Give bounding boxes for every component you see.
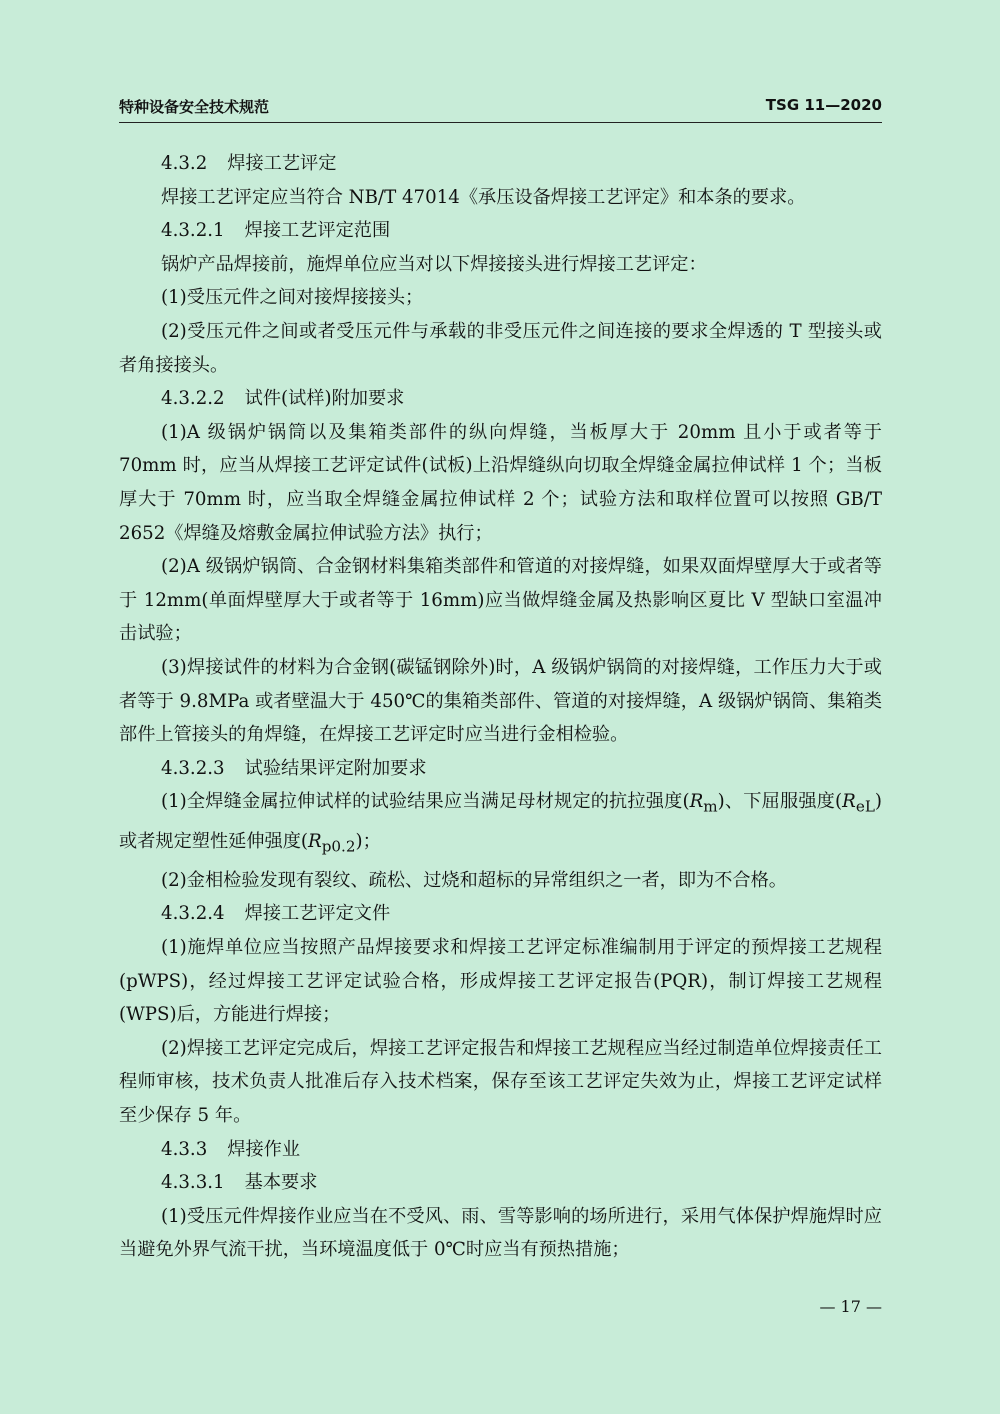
symbol-rp: R [307, 830, 322, 852]
list-item: (2)受压元件之间或者受压元件与承载的非受压元件之间连接的要求全焊透的 T 型接头或者角接接头。 [119, 320, 882, 376]
list-item: (1)受压元件之间对接焊接接头； [161, 287, 424, 309]
section-title: 焊接工艺评定范围 [244, 220, 391, 242]
section-heading [119, 897, 882, 931]
list-item: (2)焊接工艺评定完成后，焊接工艺评定报告和焊接工艺规程应当经过制造单位焊接责任工程师审核，技术负责人批准后存入技术档案，保存至该工艺评定失效为止，焊接工艺评定试样至少保存 5 年。 [119, 1037, 882, 1126]
page-header [119, 94, 882, 123]
subscript: p0.2 [321, 837, 356, 856]
section-number: 4.3.2.2 [161, 388, 225, 410]
symbol-rel: R [842, 791, 856, 813]
page-number: — 17 — [819, 1297, 882, 1316]
section-title: 试件(试样)附加要求 [244, 388, 405, 410]
section-title: 焊接工艺评定文件 [244, 903, 391, 925]
document-body [119, 147, 882, 1267]
text-run: )； [355, 830, 381, 852]
list-item: (1)施焊单位应当按照产品焊接要求和焊接工艺评定标准编制用于评定的预焊接工艺规程(pWPS)，经过焊接工艺评定试验合格，形成焊接工艺评定报告(PQR)，制订焊接工艺规程(WPS)后，方能进行焊接； [119, 936, 882, 1026]
symbol-rm: R [689, 791, 704, 813]
paragraph: 锅炉产品焊接前，施焊单位应当对以下焊接接头进行焊接工艺评定： [161, 253, 707, 275]
list-item: (2)金相检验发现有裂纹、疏松、过烧和超标的异常组织之一者，即为不合格。 [161, 869, 787, 891]
section-number: 4.3.2.3 [161, 757, 225, 779]
paragraph: 焊接工艺评定应当符合 NB/T 47014《承压设备焊接工艺评定》和本条的要求。 [161, 186, 806, 208]
list-item: (1)A 级锅炉锅筒以及集箱类部件的纵向焊缝，当板厚大于 20mm 且小于或者等于 70mm 时，应当从焊接工艺评定试件(试板)上沿焊缝纵向切取全焊缝金属拉伸试样 1 个；当板厚大于 70mm 时，应当取全焊缝金属拉伸试样 2 个；试验方法和取样位置可以按照 GB/T 2652《焊缝及熔敷金属拉伸试验方法》执行； [119, 421, 882, 544]
section-heading [119, 382, 882, 416]
list-item: (2)A 级锅炉锅筒、合金钢材料集箱类部件和管道的对接焊缝，如果双面焊壁厚大于或者等于 12mm(单面焊壁厚大于或者等于 16mm)应当做焊缝金属及热影响区夏比 V 型缺口室温冲击试验； [119, 556, 882, 645]
list-item: (1)受压元件焊接作业应当在不受风、雨、雪等影响的场所进行，采用气体保护焊施焊时应当避免外界气流干扰，当环境温度低于 0℃时应当有预热措施； [119, 1205, 882, 1261]
section-heading [119, 214, 882, 248]
section-title: 焊接工艺评定 [227, 153, 337, 174]
section-title: 焊接作业 [227, 1138, 301, 1160]
list-item [119, 785, 882, 863]
section-title: 试验结果评定附加要求 [244, 757, 427, 779]
text-run: )或者规定塑性延伸强度( [119, 791, 882, 852]
text-run: (1)全焊缝金属拉伸试样的试验结果应当满足母材规定的抗拉强度( [161, 791, 690, 813]
header-code: TSG 11—2020 [765, 96, 882, 114]
section-number: 4.3.3.1 [161, 1172, 225, 1194]
subscript: m [703, 797, 718, 816]
section-heading [119, 1133, 882, 1167]
header-title: 特种设备安全技术规范 [119, 98, 270, 116]
section-heading [119, 1166, 882, 1200]
section-number: 4.3.2.1 [161, 220, 225, 242]
section-heading [119, 752, 882, 786]
section-title: 基本要求 [244, 1172, 318, 1194]
text-run: )、下屈服强度( [717, 791, 843, 813]
list-item: (3)焊接试件的材料为合金钢(碳锰钢除外)时，A 级锅炉锅筒的对接焊缝，工作压力大于或者等于 9.8MPa 或者壁温大于 450℃的集箱类部件、管道的对接焊缝，A 级锅炉锅筒、集箱类部件上管接头的角焊缝，在焊接工艺评定时应当进行金相检验。 [119, 656, 882, 746]
subscript: eL [855, 797, 875, 816]
section-number: 4.3.3 [161, 1138, 208, 1160]
section-heading [119, 147, 882, 181]
section-number: 4.3.2.4 [161, 903, 225, 925]
section-number: 4.3.2 [161, 153, 208, 174]
